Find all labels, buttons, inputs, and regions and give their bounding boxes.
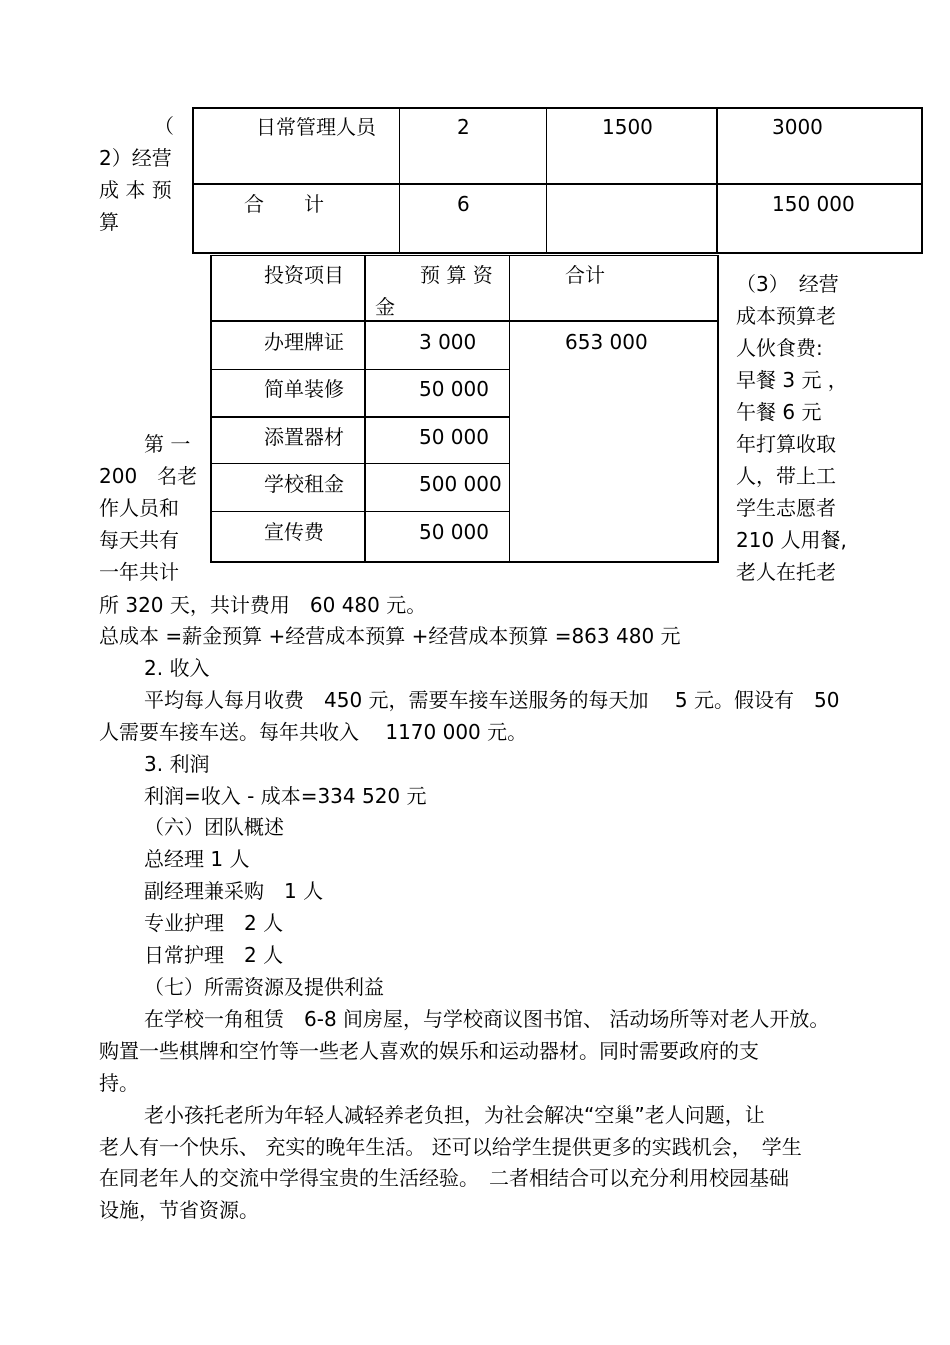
table-border — [210, 369, 510, 370]
subheading-income: 2. 收入 — [144, 656, 210, 680]
text-line: 200 名老 — [99, 464, 198, 488]
text-line: 人，带上工 — [736, 464, 836, 488]
text-line: 210 人用餐, — [736, 528, 847, 552]
text-line: 第 一 — [144, 432, 191, 456]
text-line: 人伙食费: — [736, 336, 823, 360]
paragraph-line: 利润=收入 - 成本=334 520 元 — [144, 784, 427, 808]
table-cell-item: 日常管理人员 — [256, 115, 376, 139]
table-cell-budget: 50 000 — [419, 377, 489, 401]
list-item: 专业护理 2 人 — [144, 911, 284, 935]
heading-line: 算 — [99, 210, 119, 234]
table-cell-item: 合 计 — [244, 192, 324, 216]
table-border — [210, 320, 719, 322]
table-header-budget: 金 — [375, 295, 395, 319]
text-line: 每天共有 — [99, 528, 179, 552]
heading-line: 2）经营 — [99, 146, 172, 170]
table-header-item: 投资项目 — [264, 263, 344, 287]
list-item: 日常护理 2 人 — [144, 943, 284, 967]
table-cell-budget: 50 000 — [419, 520, 489, 544]
table-header-total: 合计 — [565, 263, 605, 287]
text-line: 一年共计 — [99, 560, 179, 584]
table-border — [364, 255, 366, 563]
table-cell-count: 6 — [457, 192, 470, 216]
paragraph-line: 在学校一角租赁 6-8 间房屋，与学校商议图书馆、 活动场所等对老人开放。 — [144, 1007, 830, 1031]
table-cell-item: 办理牌证 — [264, 330, 344, 354]
paragraph-line: 持。 — [99, 1071, 139, 1095]
table-border — [192, 252, 923, 254]
table-border — [210, 463, 510, 464]
table-header-budget: 预 算 资 — [420, 263, 493, 287]
table-border — [192, 107, 923, 109]
text-line: 成本预算老 — [736, 304, 836, 328]
paragraph-line: 设施，节省资源。 — [99, 1198, 259, 1222]
list-item: 总经理 1 人 — [144, 847, 250, 871]
paragraph-line: 总成本 =薪金预算 +经营成本预算 +经营成本预算 =863 480 元 — [99, 624, 681, 648]
table-border — [921, 107, 923, 254]
paragraph-line: 人需要车接车送。每年共收入 1170 000 元。 — [99, 720, 528, 744]
table-cell-item: 宣传费 — [264, 520, 324, 544]
table-border — [210, 255, 719, 256]
heading-line: 成 本 预 — [99, 178, 172, 202]
list-item: 副经理兼采购 1 人 — [144, 879, 324, 903]
table-border — [717, 255, 719, 563]
table-cell-total: 150 000 — [772, 192, 855, 216]
table-border — [210, 561, 719, 563]
section-heading-resources: （七）所需资源及提供利益 — [144, 975, 384, 999]
table-border — [399, 107, 400, 254]
table-cell-total: 3000 — [772, 115, 823, 139]
text-line: 学生志愿者 — [736, 496, 836, 520]
table-cell-item: 添置器材 — [264, 425, 344, 449]
table-border — [210, 416, 510, 418]
table-cell-unit: 1500 — [602, 115, 653, 139]
paragraph-line: 所 320 天，共计费用 60 480 元。 — [99, 593, 427, 617]
subheading-profit: 3. 利润 — [144, 752, 210, 776]
table-cell-item: 简单装修 — [264, 377, 344, 401]
text-line: （3） 经营 — [736, 272, 839, 296]
text-line: 老人在托老 — [736, 560, 836, 584]
text-line: 年打算收取 — [736, 432, 836, 456]
table-cell-budget: 50 000 — [419, 425, 489, 449]
paragraph-line: 购置一些棋牌和空竹等一些老人喜欢的娱乐和运动器材。同时需要政府的支 — [99, 1039, 759, 1063]
paragraph-line: 老小孩托老所为年轻人减轻养老负担，为社会解决“空巢”老人问题，让 — [144, 1103, 765, 1127]
paragraph-line: 平均每人每月收费 450 元，需要车接车送服务的每天加 5 元。假设有 50 — [144, 688, 840, 712]
table-border — [210, 511, 510, 512]
section-heading-team: （六）团队概述 — [144, 815, 284, 839]
table-border — [716, 107, 718, 254]
paragraph-line: 老人有一个快乐、 充实的晚年生活。 还可以给学生提供更多的实践机会， 学生 — [99, 1135, 802, 1159]
heading-line: （ — [154, 114, 174, 138]
table-cell-budget: 500 000 — [419, 472, 502, 496]
table-cell-total: 653 000 — [565, 330, 648, 354]
table-border — [509, 255, 510, 563]
table-cell-count: 2 — [457, 115, 470, 139]
text-line: 作人员和 — [99, 496, 179, 520]
table-border — [192, 183, 923, 185]
table-cell-budget: 3 000 — [419, 330, 477, 354]
table-border — [546, 107, 547, 254]
paragraph-line: 在同老年人的交流中学得宝贵的生活经验。 二者相结合可以充分利用校园基础 — [99, 1166, 789, 1190]
text-line: 午餐 6 元 — [736, 400, 822, 424]
table-border — [210, 255, 212, 563]
table-border — [192, 107, 194, 254]
text-line: 早餐 3 元 ， — [736, 368, 848, 392]
table-cell-item: 学校租金 — [264, 472, 344, 496]
